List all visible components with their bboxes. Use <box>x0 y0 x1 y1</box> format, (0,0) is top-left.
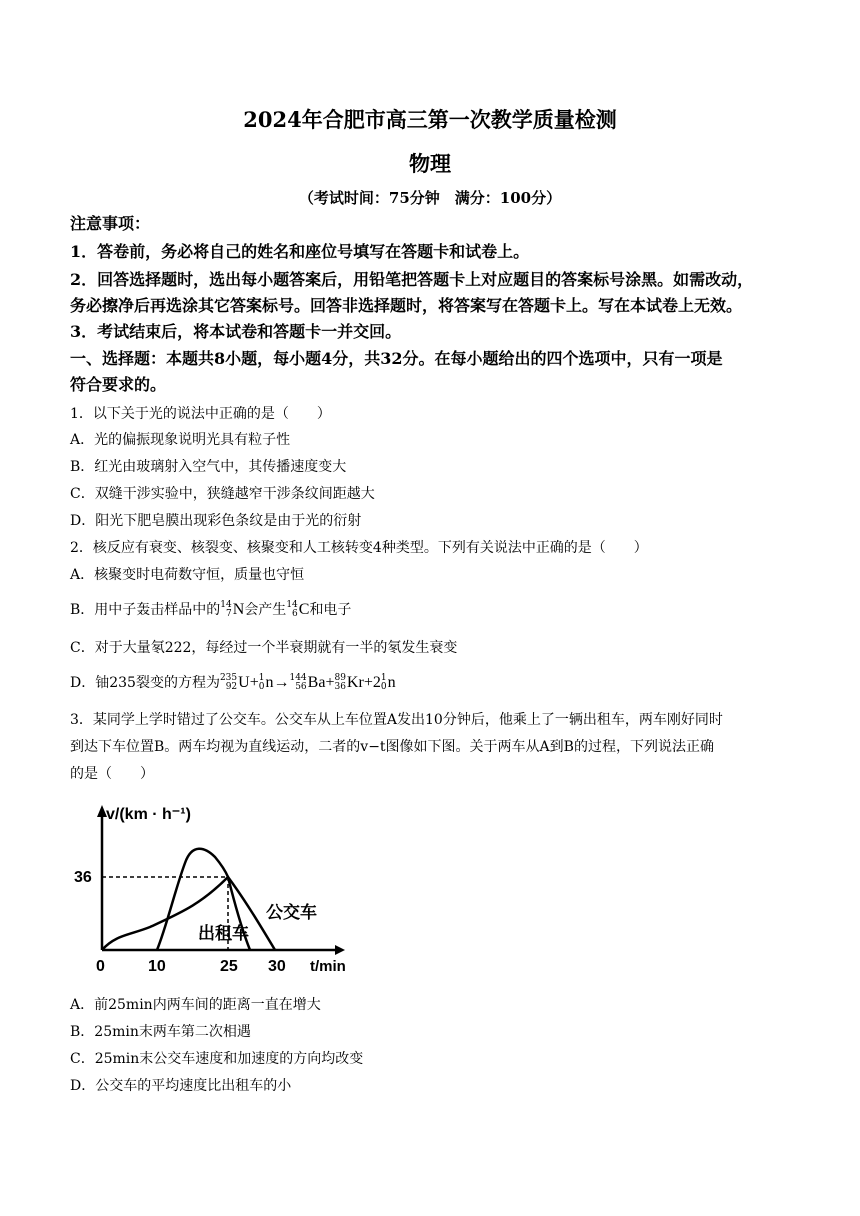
t-axis-label: t/min <box>310 958 346 975</box>
option-b-middle: 会产生 <box>244 602 287 618</box>
exam-info: （考试时间：75分钟 满分：100分） <box>298 189 562 207</box>
notice-item: 3．考试结束后，将本试卷和答题卡一并交回。 <box>70 322 402 341</box>
bus-curve <box>102 877 275 950</box>
v-tick-36: 36 <box>74 869 92 886</box>
t-tick-0: 0 <box>96 958 105 975</box>
question-3-option-a: A．前25min内两车间的距离一直在增大 <box>70 997 321 1013</box>
t-tick-10: 10 <box>148 958 166 975</box>
vt-graph <box>70 795 370 985</box>
nuclide-c14: 14 6 C <box>286 600 310 619</box>
question-2-stem: 2．核反应有衰变、核裂变、核聚变和人工核转变4种类型。下列有关说法中正确的是（ ） <box>70 540 648 556</box>
bus-label: 公交车 <box>266 903 317 922</box>
v-axis-label: v/(km · h⁻¹) <box>106 806 191 823</box>
notice-item: 1．答卷前，务必将自己的姓名和座位号填写在答题卡和试卷上。 <box>70 242 530 261</box>
question-1-option-b: B．红光由玻璃射入空气中，其传播速度变大 <box>70 459 347 475</box>
question-3-option-b: B．25min末两车第二次相遇 <box>70 1024 251 1040</box>
notice-heading: 注意事项： <box>70 214 151 233</box>
t-tick-30: 30 <box>268 958 286 975</box>
notice-item: 2．回答选择题时，选出每小题答案后，用铅笔把答题卡上对应题目的答案标号涂黑。如需改动， <box>70 270 754 289</box>
question-2-option-c: C．对于大量氡222，每经过一个半衰期就有一半的氡发生衰变 <box>70 640 458 656</box>
question-1-stem: 1．以下关于光的说法中正确的是（ ） <box>70 406 331 422</box>
section-heading-cont: 符合要求的。 <box>70 375 167 394</box>
nuclide-ba144: 144 56 Ba <box>289 673 326 692</box>
reaction-arrow: → <box>273 674 290 691</box>
nuclide-neutron: 1 0 n <box>258 673 274 692</box>
question-1-option-c: C．双缝干涉实验中，狭缝越窄干涉条纹间距越大 <box>70 486 375 502</box>
question-3-stem: 到达下车位置B。两车均视为直线运动，二者的v−t图像如下图。关于两车从A到B的过程，下列说法正确 <box>70 739 714 755</box>
option-d-prefix: D．铀235裂变的方程为 <box>70 675 220 691</box>
nuclide-kr89: 89 36 Kr <box>334 673 364 692</box>
option-b-suffix: 和电子 <box>309 602 352 618</box>
exam-title: 2024年合肥市高三第一次教学质量检测 <box>243 107 617 132</box>
question-3-option-c: C．25min末公交车速度和加速度的方向均改变 <box>70 1051 364 1067</box>
t-tick-25: 25 <box>220 958 238 975</box>
question-3-stem: 的是（ ） <box>70 766 154 782</box>
nuclide-n14: 14 7 N <box>220 600 245 619</box>
notice-item: 务必擦净后再选涂其它答案标号。回答非选择题时，将答案写在答题卡上。写在本试卷上无效。 <box>70 296 743 315</box>
question-3-stem: 3．某同学上学时错过了公交车。公交车从上车位置A发出10分钟后，他乘上了一辆出租车，两车刚好同时 <box>70 712 723 728</box>
question-2-option-d: D．铀235裂变的方程为 235 92 U+ 1 0 n→ 144 56 Ba+ 89 36 Kr+2 1 0 n <box>70 673 396 692</box>
subject-title: 物理 <box>409 151 451 176</box>
nuclide-neutron: 1 0 n <box>380 673 396 692</box>
taxi-label: 出租车 <box>198 924 249 943</box>
option-b-prefix: B．用中子轰击样品中的 <box>70 602 221 618</box>
question-2-option-a: A．核聚变时电荷数守恒，质量也守恒 <box>70 567 305 583</box>
question-1-option-d: D．阳光下肥皂膜出现彩色条纹是由于光的衍射 <box>70 513 362 529</box>
nuclide-u235: 235 92 U <box>219 673 250 692</box>
t-axis-arrow <box>335 945 345 955</box>
section-heading: 一、选择题：本题共8小题，每小题4分，共32分。在每小题给出的四个选项中，只有一项是 <box>70 349 723 368</box>
question-3-option-d: D．公交车的平均速度比出租车的小 <box>70 1078 292 1094</box>
question-1-option-a: A．光的偏振现象说明光具有粒子性 <box>70 432 291 448</box>
question-2-option-b <box>70 600 351 620</box>
